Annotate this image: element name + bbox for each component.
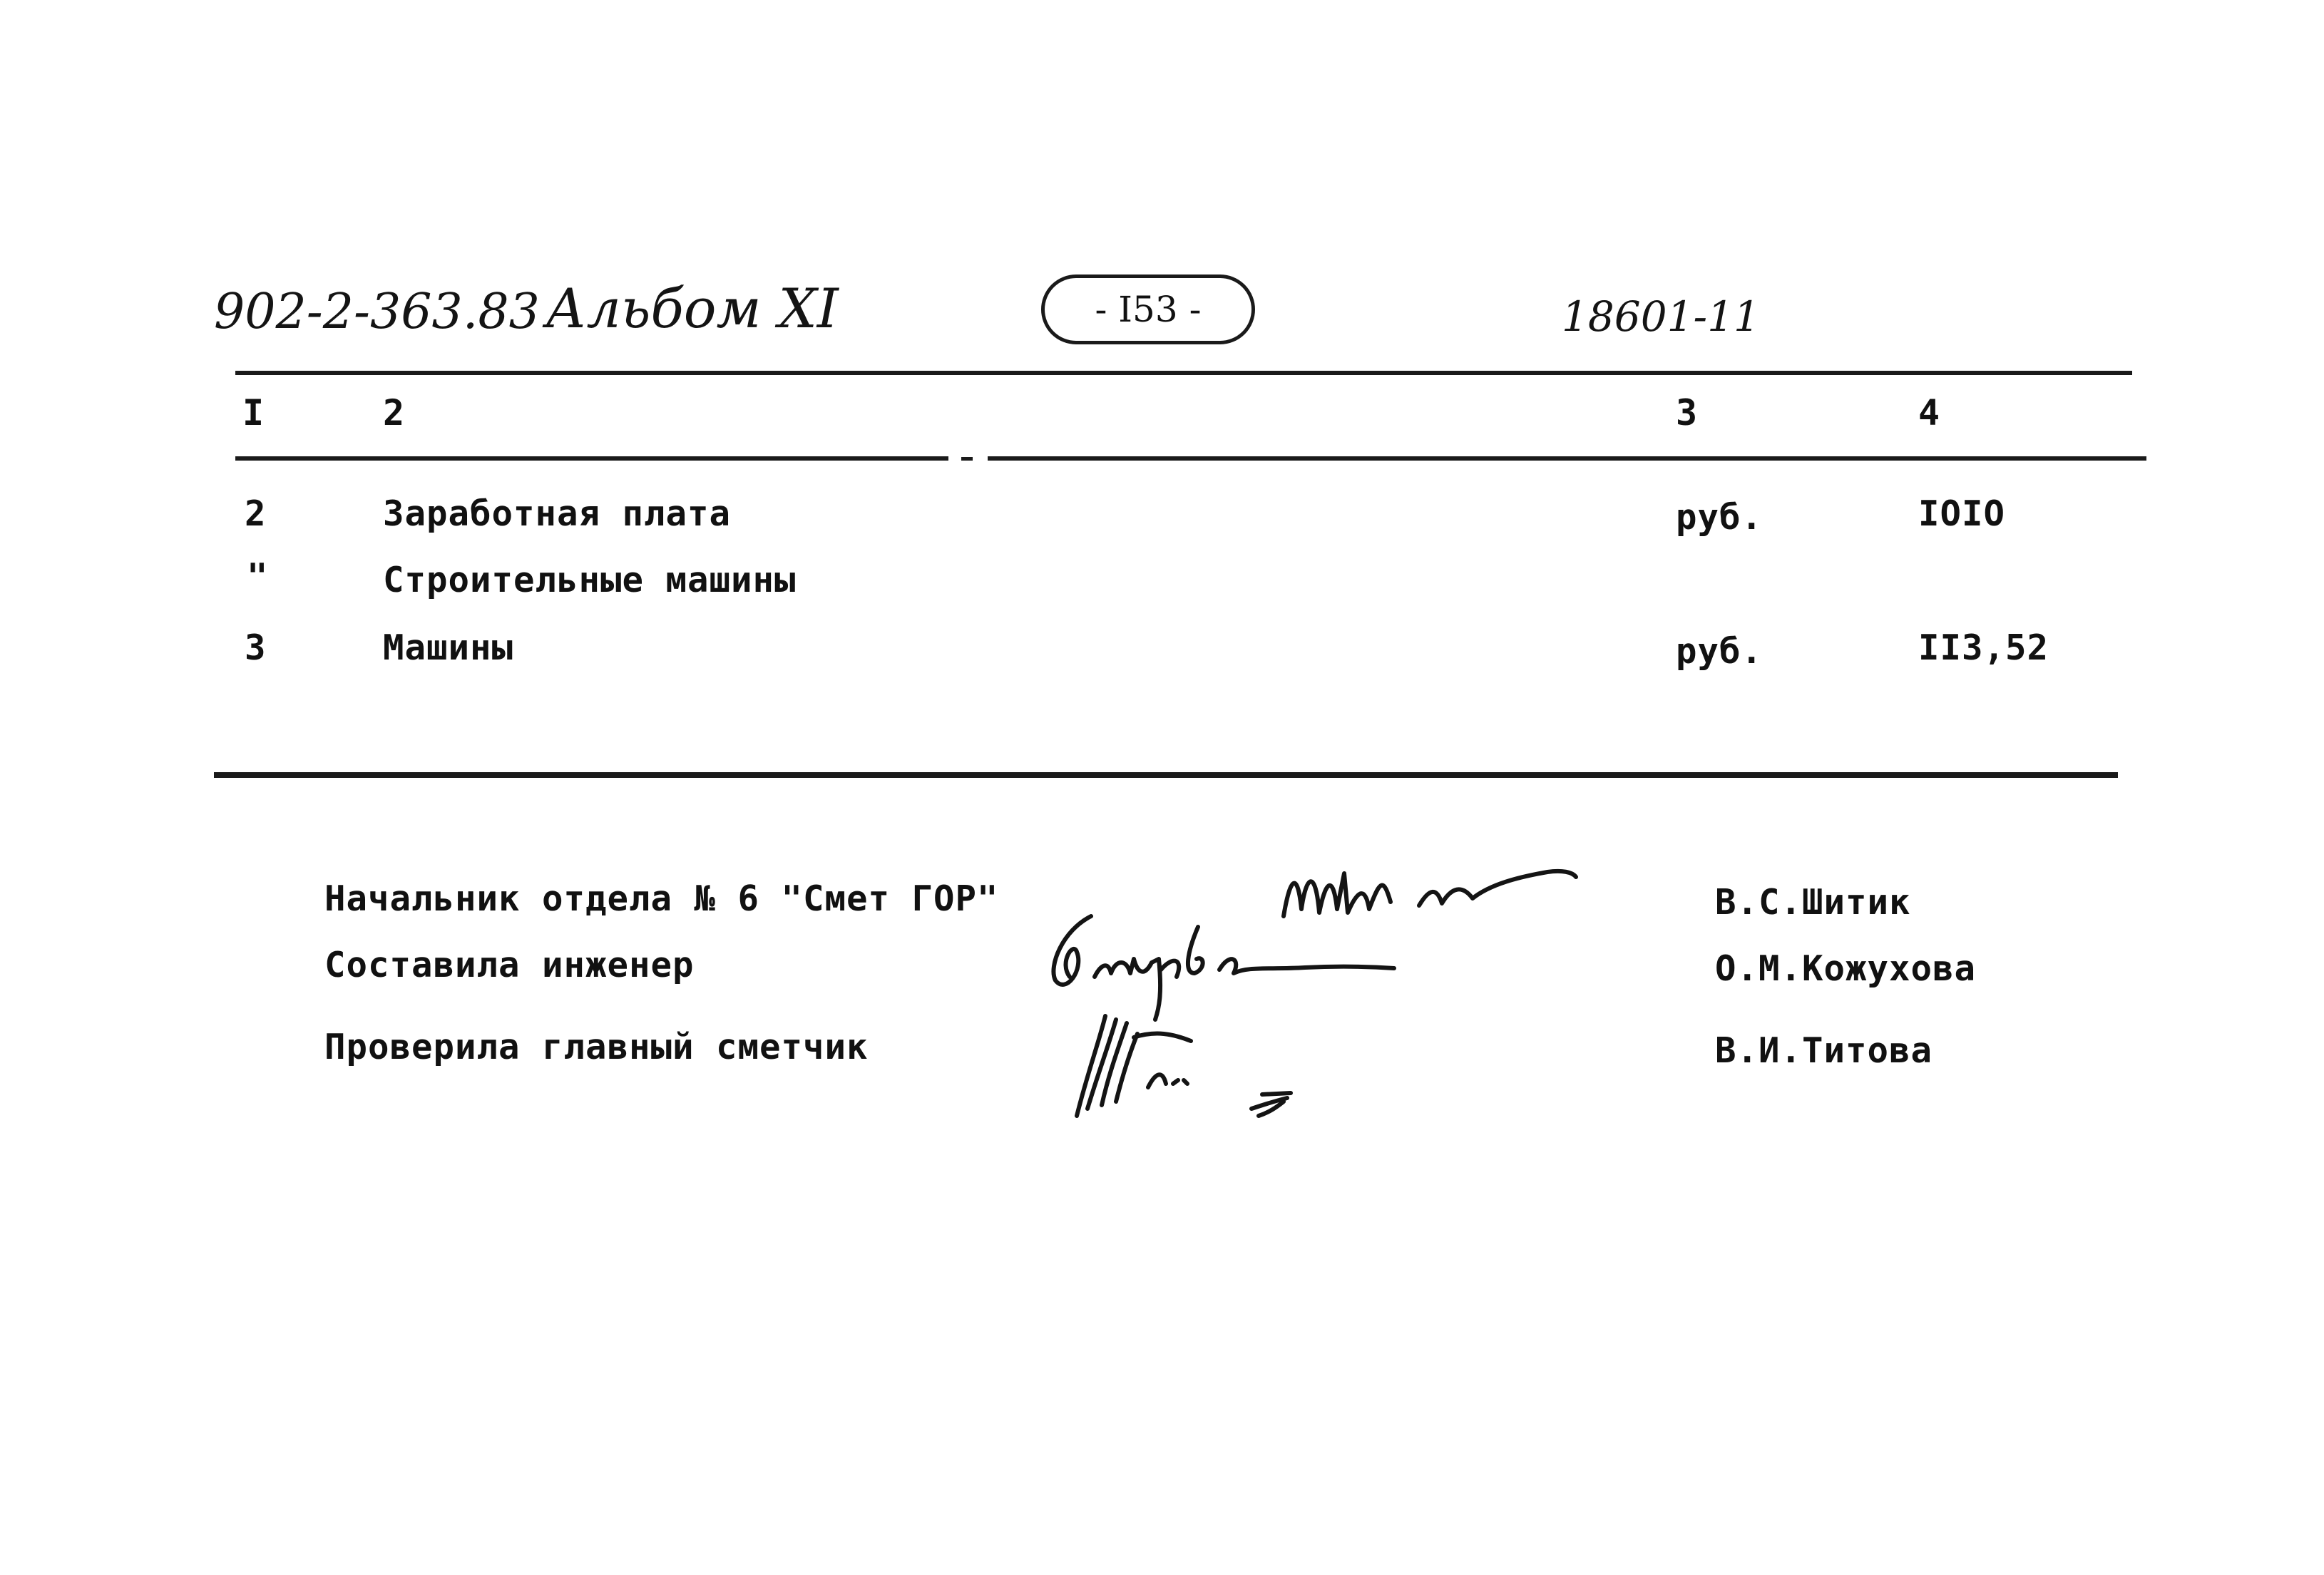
signature-mark-3 (1048, 1002, 1319, 1123)
column-number-3: 3 (1676, 392, 1698, 433)
header-rule-dash (961, 457, 973, 461)
table-row-3-value: II3,52 (1918, 627, 2049, 668)
table-row-2-name: Строительные машины (383, 560, 797, 600)
album-label: Альбом XI (546, 277, 839, 340)
table-row-3-unit: руб. (1676, 631, 1764, 672)
page-number-box (1041, 275, 1255, 344)
document-code: 902-2-363.83 (214, 284, 540, 340)
column-number-2: 2 (383, 392, 405, 433)
signature-position-2: Составила инженер (324, 945, 695, 985)
table-row-1-value: IOIO (1918, 493, 2006, 534)
table-row-1-name: Заработная плата (383, 493, 732, 534)
signature-name-2: О.М.Кожухова (1715, 948, 1977, 989)
page-number: - I53 - (1095, 289, 1202, 330)
signature-name-3: В.И.Титова (1715, 1030, 1933, 1071)
header-rule-left (235, 456, 948, 461)
table-bottom-rule (214, 772, 2118, 778)
column-number-4: 4 (1918, 392, 1940, 433)
signature-name-1: В.С.Шитик (1715, 882, 1911, 923)
signature-position-3: Проверила главный сметчик (324, 1027, 869, 1067)
table-top-rule (235, 371, 2132, 375)
inventory-number: 18601-11 (1562, 292, 1760, 341)
header-rule-right (988, 456, 2146, 461)
table-row-3-name: Машины (383, 627, 514, 668)
column-number-1: I (242, 392, 265, 433)
signature-position-1: Начальник отдела № 6 "Смет ГОР" (324, 878, 999, 919)
table-row-1-number: 2 (245, 493, 267, 534)
table-row-2-ditto: " (247, 556, 269, 597)
table-row-3-number: 3 (245, 627, 267, 668)
table-row-1-unit: руб. (1676, 497, 1764, 538)
